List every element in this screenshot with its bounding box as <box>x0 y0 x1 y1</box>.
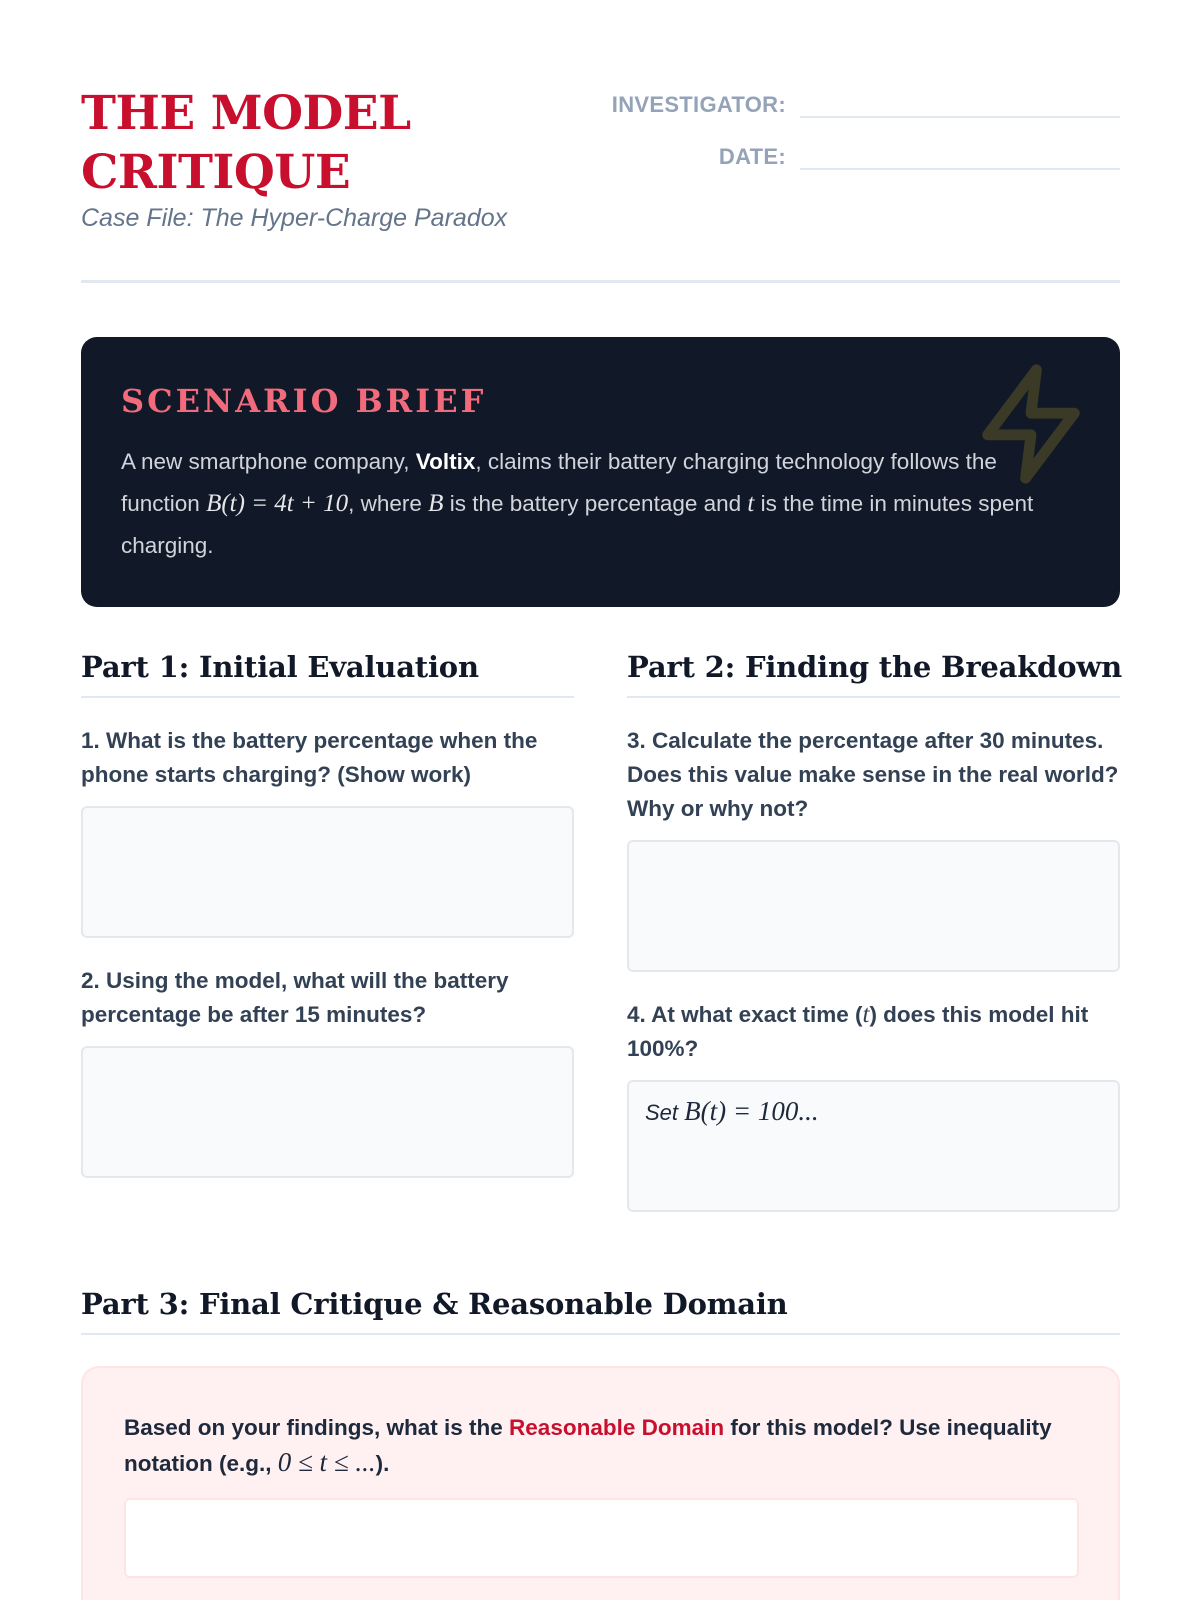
answer-hint <box>629 1082 1118 1141</box>
final-question-text: Based on your findings, what is the <box>124 1415 510 1440</box>
brief-text-part: is the time in minutes spent charging. <box>121 491 1034 558</box>
variable-t: t <box>862 1001 870 1028</box>
question-2: 2. Using the model, what will the battery percentage be after 15 minutes? <box>81 968 509 1027</box>
question-4 <box>627 998 1120 1066</box>
brief-text-part: A new smartphone company, <box>121 449 416 474</box>
inequality-example: 0 ≤ t ≤ ... <box>277 1447 376 1477</box>
question-3: 3. Calculate the percentage after 30 minutes. Does this value make sense in the real world? Why or why not? <box>627 728 1119 821</box>
scenario-brief-heading: SCENARIO BRIEF <box>121 382 487 420</box>
brief-text-part: is the battery percentage and <box>443 491 748 516</box>
question-1: 1. What is the battery percentage when the phone starts charging? (Show work) <box>81 728 538 787</box>
part-2-column <box>627 650 1123 1212</box>
variable-t: t <box>747 490 755 517</box>
scenario-brief <box>81 337 1120 607</box>
part-1-column <box>81 650 574 1178</box>
case-file-subtitle: Case File: The Hyper-Charge Paradox <box>81 204 508 232</box>
investigator-label: INVESTIGATOR: <box>611 92 786 117</box>
question-4-text: ) does this model hit 100%? <box>627 1002 1089 1061</box>
part-3-section <box>81 1287 1120 1335</box>
investigator-row <box>586 88 1120 118</box>
part-1-heading: Part 1: Initial Evaluation <box>81 650 574 698</box>
worksheet-header <box>81 84 1120 284</box>
date-field[interactable] <box>800 140 1120 170</box>
investigator-field[interactable] <box>800 88 1120 118</box>
final-question-text: for this model? Use inequality notation (e.g., <box>124 1415 1052 1476</box>
question-4-text: 4. At what exact time ( <box>627 1002 863 1027</box>
model-function: B(t) = 4t + 10 <box>206 490 349 517</box>
date-row <box>586 140 1120 170</box>
brief-text-part: , where <box>348 491 429 516</box>
part-2-heading: Part 2: Finding the Breakdown <box>627 650 1120 698</box>
answer-box-1[interactable] <box>81 806 574 938</box>
brief-text-part: , claims their battery charging technology follows the function <box>121 449 997 516</box>
reasonable-domain-input[interactable] <box>124 1498 1079 1578</box>
header-divider <box>81 280 1120 283</box>
date-label: DATE: <box>718 144 786 169</box>
company-name: Voltix <box>415 449 476 474</box>
answer-box-4[interactable] <box>627 1080 1120 1212</box>
worksheet-title <box>81 84 411 202</box>
part-3-heading: Part 3: Final Critique & Reasonable Domain <box>81 1287 1120 1335</box>
hint-equation: B(t) = 100... <box>684 1096 819 1126</box>
answer-box-2[interactable] <box>81 1046 574 1178</box>
title-line-1: THE MODEL <box>81 86 411 141</box>
final-question <box>124 1410 1074 1481</box>
variable-b: B <box>428 490 444 517</box>
final-critique-box <box>81 1366 1120 1600</box>
answer-box-3[interactable] <box>627 840 1120 972</box>
final-question-text: ). <box>375 1451 390 1476</box>
scenario-brief-text <box>121 441 1081 567</box>
reasonable-domain-term: Reasonable Domain <box>509 1415 725 1440</box>
title-line-2: CRITIQUE <box>81 145 351 200</box>
hint-text: Set <box>645 1100 685 1125</box>
